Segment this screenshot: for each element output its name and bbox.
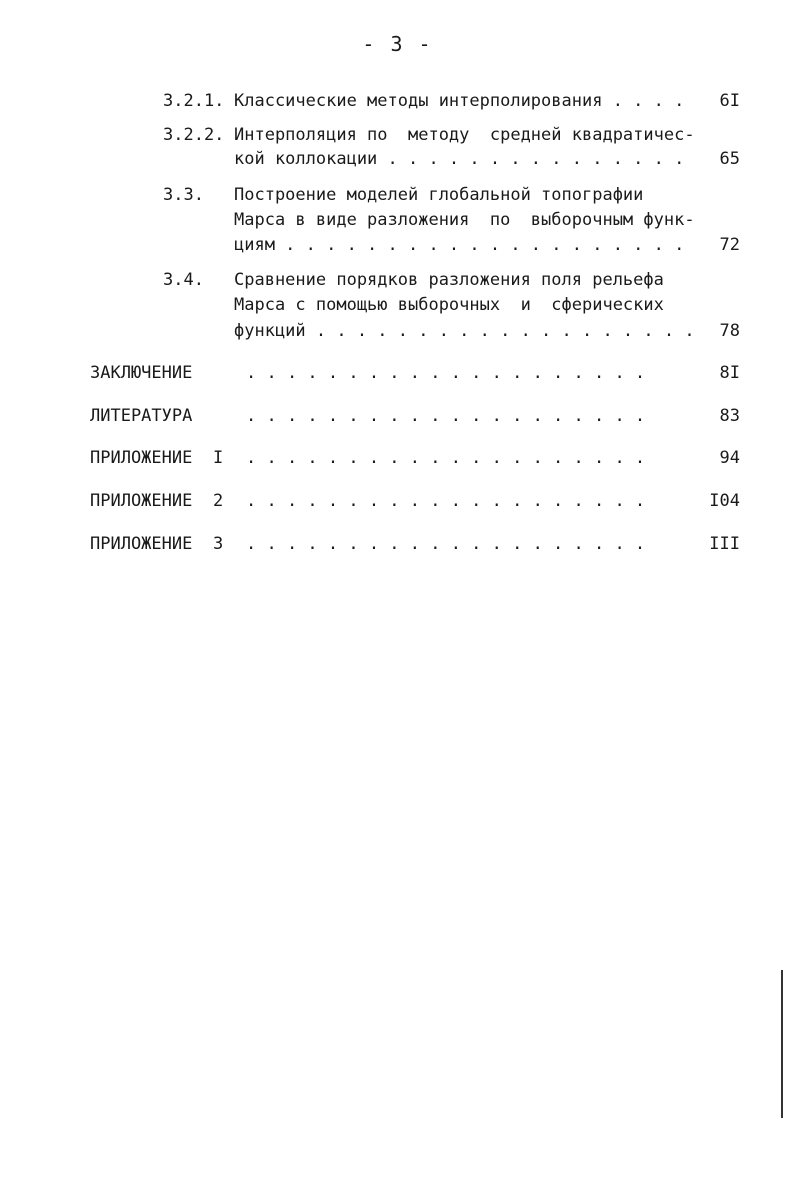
toc-section-page: 83: [719, 406, 740, 426]
toc-section-number: 2: [213, 491, 224, 511]
toc-section-title: ПРИЛОЖЕНИЕ: [90, 448, 193, 468]
toc-entry-text: Классические методы интерполирования . . . .: [234, 91, 685, 111]
toc-section-page: 94: [719, 448, 740, 468]
toc-leader-dots: . . . . . . . . . . . . . . . . . . . .: [246, 363, 646, 383]
toc-leader-dots: . . . . . . . . . . . . . . . . . . . .: [246, 491, 646, 511]
scan-margin-line: [781, 970, 783, 1118]
toc-leader-dots: . . . . . . . . . . . . . . . . . . . .: [246, 406, 646, 426]
toc-entry-number: 3.4.: [163, 270, 204, 290]
toc-entry-text: кой коллокации . . . . . . . . . . . . . . .: [234, 149, 685, 169]
toc-entry-number: 3.3.: [163, 185, 204, 205]
toc-entry-text: Построение моделей глобальной топографии: [234, 185, 644, 205]
toc-entry-page: 78: [719, 321, 740, 341]
toc-entry-page: 72: [719, 235, 740, 255]
toc-entry-text: Интерполяция по методу средней квадратичес-: [234, 125, 695, 145]
toc-section-title: ЛИТЕРАТУРА: [90, 406, 193, 426]
toc-entry-number: 3.2.1.: [163, 91, 225, 111]
toc-entry-text: циям . . . . . . . . . . . . . . . . . . . .: [234, 235, 685, 255]
toc-leader-dots: . . . . . . . . . . . . . . . . . . . .: [246, 534, 646, 554]
page-number: - 3 -: [362, 32, 433, 56]
toc-entry-text: Сравнение порядков разложения поля рельефа: [234, 270, 664, 290]
toc-section-number: 3: [213, 534, 224, 554]
toc-entry-text: Марса в виде разложения по выборочным функ-: [234, 210, 695, 230]
toc-entry-page: 6I: [719, 91, 740, 111]
toc-section-title: ПРИЛОЖЕНИЕ: [90, 534, 193, 554]
toc-section-number: I: [213, 448, 224, 468]
toc-leader-dots: . . . . . . . . . . . . . . . . . . . .: [246, 448, 646, 468]
toc-section-page: I04: [709, 491, 740, 511]
toc-entry-number: 3.2.2.: [163, 125, 225, 145]
toc-section-page: 8I: [719, 363, 740, 383]
toc-section-title: ПРИЛОЖЕНИЕ: [90, 491, 193, 511]
toc-entry-text: Марса с помощью выборочных и сферических: [234, 295, 664, 315]
toc-entry-page: 65: [719, 149, 740, 169]
toc-section-title: ЗАКЛЮЧЕНИЕ: [90, 363, 193, 383]
toc-section-page: III: [709, 534, 740, 554]
toc-entry-text: функций . . . . . . . . . . . . . . . . . . .: [234, 321, 695, 341]
